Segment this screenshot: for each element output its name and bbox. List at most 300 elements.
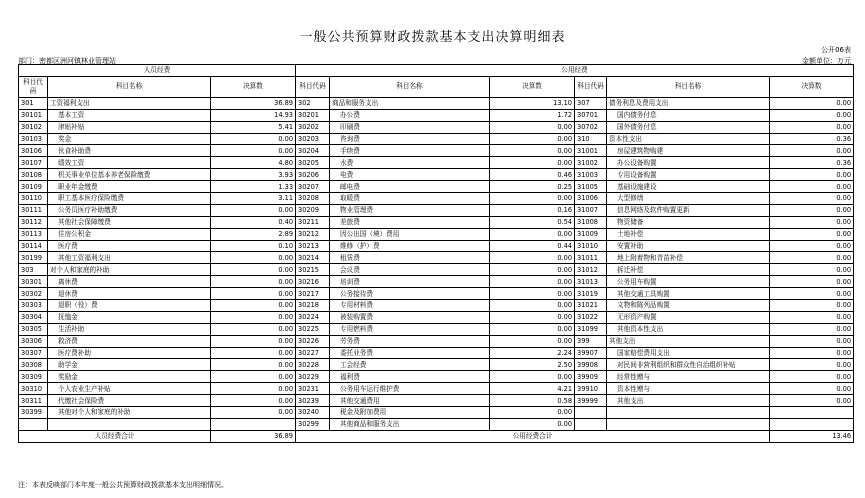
table-row (19, 204, 854, 216)
code-header: 科目代码 (575, 76, 607, 97)
amount-cell: 0.36 (770, 157, 854, 169)
name-cell: 代缴社会保险费 (48, 395, 211, 407)
name-cell: 文物和陈列品购置 (607, 300, 770, 312)
amount-cell: 36.89 (211, 97, 296, 109)
amount-header: 决算数 (770, 76, 854, 97)
amount-cell: 0.00 (770, 288, 854, 300)
name-cell: 离休费 (48, 276, 211, 288)
name-cell: 邮电费 (330, 181, 490, 193)
amount-cell: 0.00 (490, 252, 575, 264)
name-cell: 资本性支出 (607, 133, 770, 145)
name-header: 科目名称 (607, 76, 770, 97)
code-cell: 310 (575, 133, 607, 145)
code-cell: 31003 (575, 169, 607, 181)
amount-cell: 0.16 (490, 204, 575, 216)
code-cell: 30204 (296, 145, 330, 157)
table-row (19, 311, 854, 323)
amount-cell: 0.00 (211, 371, 296, 383)
amount-cell: 0.00 (490, 407, 575, 419)
name-cell: 资本性赠与 (607, 383, 770, 395)
name-cell: 税金及附加费用 (330, 407, 490, 419)
amount-cell: 0.00 (770, 216, 854, 228)
code-cell: 30209 (296, 204, 330, 216)
code-cell: 30205 (296, 157, 330, 169)
amount-cell: 4.80 (211, 157, 296, 169)
amount-cell: 0.00 (211, 276, 296, 288)
name-cell: 福利费 (330, 371, 490, 383)
code-cell: 39908 (575, 359, 607, 371)
code-cell: 31021 (575, 300, 607, 312)
name-cell: 其他支出 (607, 335, 770, 347)
table-row (19, 407, 854, 419)
code-cell: 30701 (575, 109, 607, 121)
code-header: 科目代码 (19, 76, 48, 97)
amount-cell: 0.00 (490, 418, 575, 430)
name-cell: 债务利息及费用支出 (607, 97, 770, 109)
amount-cell: 0.00 (770, 371, 854, 383)
code-cell: 30215 (296, 264, 330, 276)
code-cell (575, 418, 607, 430)
code-cell: 31009 (575, 228, 607, 240)
code-cell: 30306 (19, 335, 48, 347)
name-cell: 租赁费 (330, 252, 490, 264)
code-cell: 30211 (296, 216, 330, 228)
code-cell: 31010 (575, 240, 607, 252)
amount-cell: 0.00 (770, 276, 854, 288)
name-cell: 国外债务付息 (607, 121, 770, 133)
amount-cell: 0.00 (770, 193, 854, 205)
amount-cell: 3.11 (211, 193, 296, 205)
name-cell: 其他资本性支出 (607, 323, 770, 335)
name-cell: 其他商品和服务支出 (330, 418, 490, 430)
name-cell: 对个人和家庭的补助 (48, 264, 211, 276)
code-cell: 302 (296, 97, 330, 109)
table-row (19, 133, 854, 145)
amount-cell: 0.00 (770, 347, 854, 359)
code-cell: 30206 (296, 169, 330, 181)
amount-cell: 0.00 (211, 335, 296, 347)
code-cell: 31019 (575, 288, 607, 300)
amount-cell (770, 418, 854, 430)
amount-cell: 0.00 (770, 228, 854, 240)
name-cell: 公务用车购置 (607, 276, 770, 288)
amount-cell: 13.10 (490, 97, 575, 109)
code-cell: 30114 (19, 240, 48, 252)
amount-cell: 0.00 (770, 395, 854, 407)
code-cell: 30207 (296, 181, 330, 193)
name-cell: 助学金 (48, 359, 211, 371)
amount-header: 决算数 (490, 76, 575, 97)
name-cell: 公务接待费 (330, 288, 490, 300)
table-row (19, 418, 854, 430)
department-label: 部门：密都区洲河镇林业管理站 (18, 57, 116, 65)
report-title: 一般公共预算财政拨款基本支出决算明细表 (299, 30, 566, 45)
amount-cell: 5.41 (211, 121, 296, 133)
amount-cell: 0.00 (490, 264, 575, 276)
name-cell: 大型修缮 (607, 193, 770, 205)
code-cell: 30227 (296, 347, 330, 359)
amount-cell: 0.00 (490, 323, 575, 335)
amount-cell: 2.50 (490, 359, 575, 371)
code-cell: 30231 (296, 383, 330, 395)
table-row (19, 300, 854, 312)
amount-cell: 0.00 (211, 300, 296, 312)
name-cell: 奖金 (48, 133, 211, 145)
table-body (19, 97, 854, 430)
name-cell: 劳务费 (330, 335, 490, 347)
table-row (19, 276, 854, 288)
code-cell: 31007 (575, 204, 607, 216)
amount-cell: 0.00 (211, 133, 296, 145)
name-cell: 安置补助 (607, 240, 770, 252)
code-cell: 30217 (296, 288, 330, 300)
amount-cell: 0.00 (490, 335, 575, 347)
amount-cell: 0.00 (490, 228, 575, 240)
table-row (19, 169, 854, 181)
code-cell: 30310 (19, 383, 48, 395)
name-cell: 退休费 (48, 288, 211, 300)
amount-cell: 0.00 (770, 97, 854, 109)
name-cell: 培训费 (330, 276, 490, 288)
amount-cell: 2.89 (211, 228, 296, 240)
name-cell: 维修（护）费 (330, 240, 490, 252)
code-cell: 30199 (19, 252, 48, 264)
name-cell: 办公费 (330, 109, 490, 121)
amount-cell: 0.00 (770, 264, 854, 276)
name-cell: 因公出国（境）费用 (330, 228, 490, 240)
name-cell: 其他交通费用 (330, 395, 490, 407)
amount-cell: 0.00 (211, 145, 296, 157)
amount-cell: 0.00 (770, 252, 854, 264)
name-cell: 医疗费补助 (48, 347, 211, 359)
code-cell: 31002 (575, 157, 607, 169)
name-cell (48, 418, 211, 430)
code-cell: 31001 (575, 145, 607, 157)
amount-cell: 0.00 (211, 311, 296, 323)
code-cell: 30213 (296, 240, 330, 252)
code-cell: 30299 (296, 418, 330, 430)
code-cell: 30228 (296, 359, 330, 371)
amount-cell: 0.00 (211, 204, 296, 216)
amount-cell: 0.00 (490, 133, 575, 145)
name-cell: 印刷费 (330, 121, 490, 133)
code-cell: 30305 (19, 323, 48, 335)
name-cell: 经常性赠与 (607, 371, 770, 383)
amount-cell: 0.36 (770, 133, 854, 145)
name-cell: 房屋建筑物购建 (607, 145, 770, 157)
code-cell: 30111 (19, 204, 48, 216)
code-cell: 30240 (296, 407, 330, 419)
table-row (19, 252, 854, 264)
code-cell: 31008 (575, 216, 607, 228)
name-cell: 工会经费 (330, 359, 490, 371)
amount-cell: 0.00 (211, 264, 296, 276)
name-cell: 绩效工资 (48, 157, 211, 169)
amount-cell: 0.00 (490, 193, 575, 205)
name-cell: 国家赔偿费用支出 (607, 347, 770, 359)
code-cell: 30702 (575, 121, 607, 133)
amount-cell: 0.00 (490, 145, 575, 157)
table-row (19, 109, 854, 121)
name-cell: 生活补助 (48, 323, 211, 335)
name-cell: 职业年金缴费 (48, 181, 211, 193)
code-cell: 30216 (296, 276, 330, 288)
name-cell: 手续费 (330, 145, 490, 157)
code-cell: 30303 (19, 300, 48, 312)
amount-cell (211, 418, 296, 430)
amount-cell: 0.00 (211, 347, 296, 359)
amount-cell: 0.00 (770, 323, 854, 335)
personnel-total-label: 人员经费合计 (19, 430, 211, 442)
table-row (19, 323, 854, 335)
amount-cell: 2.24 (490, 347, 575, 359)
amount-cell: 0.00 (770, 240, 854, 252)
amount-cell: 0.00 (490, 311, 575, 323)
expenditure-table (18, 64, 854, 443)
code-cell: 30226 (296, 335, 330, 347)
code-cell: 30311 (19, 395, 48, 407)
code-cell: 30399 (19, 407, 48, 419)
code-cell: 30224 (296, 311, 330, 323)
amount-cell: 0.00 (211, 395, 296, 407)
amount-cell: 0.00 (490, 276, 575, 288)
name-cell: 差旅费 (330, 216, 490, 228)
name-cell: 其他支出 (607, 395, 770, 407)
code-cell: 39907 (575, 347, 607, 359)
amount-cell: 4.21 (490, 383, 575, 395)
code-cell: 30103 (19, 133, 48, 145)
amount-cell: 0.00 (770, 121, 854, 133)
amount-cell: 0.00 (490, 157, 575, 169)
code-cell: 30201 (296, 109, 330, 121)
code-cell: 30203 (296, 133, 330, 145)
name-header: 科目名称 (48, 76, 211, 97)
amount-header: 决算数 (211, 76, 296, 97)
amount-cell: 0.10 (211, 240, 296, 252)
name-cell: 拆迁补偿 (607, 264, 770, 276)
name-cell: 个人农业生产补贴 (48, 383, 211, 395)
code-cell: 307 (575, 97, 607, 109)
name-cell: 救济费 (48, 335, 211, 347)
code-cell: 30309 (19, 371, 48, 383)
personnel-total-value: 36.89 (211, 430, 296, 442)
table-row (19, 193, 854, 205)
code-cell: 39910 (575, 383, 607, 395)
table-row (19, 97, 854, 109)
name-cell: 对民间非营利组织和群众性自治组织补贴 (607, 359, 770, 371)
name-cell: 无形资产购置 (607, 311, 770, 323)
code-cell: 31022 (575, 311, 607, 323)
code-cell: 31013 (575, 276, 607, 288)
amount-cell: 0.00 (770, 181, 854, 193)
name-cell: 津贴补贴 (48, 121, 211, 133)
name-cell: 医疗费 (48, 240, 211, 252)
amount-cell: 0.00 (490, 121, 575, 133)
public-total-label: 公用经费合计 (296, 430, 770, 442)
amount-cell: 0.25 (490, 181, 575, 193)
name-cell: 取暖费 (330, 193, 490, 205)
amount-cell: 0.40 (211, 216, 296, 228)
code-cell: 30113 (19, 228, 48, 240)
code-cell: 30202 (296, 121, 330, 133)
name-cell: 伙食补助费 (48, 145, 211, 157)
code-cell: 31005 (575, 181, 607, 193)
amount-cell: 0.00 (211, 252, 296, 264)
table-row (19, 121, 854, 133)
amount-cell: 0.00 (770, 145, 854, 157)
amount-cell: 0.46 (490, 169, 575, 181)
amount-cell: 0.00 (211, 383, 296, 395)
code-cell: 303 (19, 264, 48, 276)
name-cell: 退职（役）费 (48, 300, 211, 312)
table-row (19, 240, 854, 252)
amount-cell: 0.00 (490, 288, 575, 300)
amount-cell (770, 407, 854, 419)
name-cell: 专用燃料费 (330, 323, 490, 335)
amount-cell: 14.93 (211, 109, 296, 121)
code-header: 科目代码 (296, 76, 330, 97)
amount-cell: 1.33 (211, 181, 296, 193)
name-cell: 公务员医疗补助缴费 (48, 204, 211, 216)
name-cell: 被装购置费 (330, 311, 490, 323)
code-cell: 30102 (19, 121, 48, 133)
amount-cell: 0.00 (770, 311, 854, 323)
amount-cell: 3.93 (211, 169, 296, 181)
amount-cell: 0.00 (770, 359, 854, 371)
code-cell: 30218 (296, 300, 330, 312)
table-row (19, 145, 854, 157)
name-cell: 其他对个人和家庭的补助 (48, 407, 211, 419)
amount-cell: 0.44 (490, 240, 575, 252)
code-cell: 31006 (575, 193, 607, 205)
amount-cell: 1.72 (490, 109, 575, 121)
code-cell: 30208 (296, 193, 330, 205)
name-cell: 奖励金 (48, 371, 211, 383)
name-cell: 专用材料费 (330, 300, 490, 312)
name-cell: 工资福利支出 (48, 97, 211, 109)
table-row (19, 359, 854, 371)
code-cell: 30110 (19, 193, 48, 205)
amount-cell: 0.00 (770, 300, 854, 312)
amount-cell: 0.00 (770, 204, 854, 216)
code-cell: 39999 (575, 395, 607, 407)
code-cell: 30307 (19, 347, 48, 359)
code-cell: 31099 (575, 323, 607, 335)
code-cell: 30107 (19, 157, 48, 169)
table-row (19, 228, 854, 240)
code-cell: 30109 (19, 181, 48, 193)
name-cell: 水费 (330, 157, 490, 169)
table-row (19, 264, 854, 276)
unit-label: 金额单位：万元 (802, 57, 851, 65)
amount-cell: 0.00 (770, 335, 854, 347)
name-cell: 其他交通工具购置 (607, 288, 770, 300)
code-cell: 30301 (19, 276, 48, 288)
code-cell: 301 (19, 97, 48, 109)
table-row (19, 347, 854, 359)
amount-cell: 0.58 (490, 395, 575, 407)
amount-cell: 0.00 (770, 169, 854, 181)
form-number: 公开06表 (821, 46, 851, 54)
code-cell: 30108 (19, 169, 48, 181)
amount-cell: 0.00 (211, 407, 296, 419)
amount-cell: 0.00 (490, 300, 575, 312)
code-cell: 31011 (575, 252, 607, 264)
public-header: 公用经费 (296, 65, 854, 77)
code-cell: 30302 (19, 288, 48, 300)
code-cell: 399 (575, 335, 607, 347)
code-cell: 30214 (296, 252, 330, 264)
table-row (19, 371, 854, 383)
table-row (19, 335, 854, 347)
name-cell (607, 418, 770, 430)
name-cell: 抚恤金 (48, 311, 211, 323)
code-cell: 30304 (19, 311, 48, 323)
table-row (19, 157, 854, 169)
code-cell: 30106 (19, 145, 48, 157)
name-cell: 其他社会保障缴费 (48, 216, 211, 228)
personnel-header: 人员经费 (19, 65, 296, 77)
name-cell (607, 407, 770, 419)
table-row (19, 383, 854, 395)
name-cell: 咨询费 (330, 133, 490, 145)
name-cell: 委托业务费 (330, 347, 490, 359)
amount-cell: 0.00 (211, 359, 296, 371)
name-cell: 其他工资福利支出 (48, 252, 211, 264)
name-cell: 地上附着物和青苗补偿 (607, 252, 770, 264)
table-row (19, 395, 854, 407)
code-cell: 30239 (296, 395, 330, 407)
name-cell: 物资储备 (607, 216, 770, 228)
name-cell: 电费 (330, 169, 490, 181)
code-cell: 30308 (19, 359, 48, 371)
amount-cell: 0.00 (770, 109, 854, 121)
name-cell: 基本工资 (48, 109, 211, 121)
amount-cell: 0.54 (490, 216, 575, 228)
code-cell: 39909 (575, 371, 607, 383)
code-cell: 30101 (19, 109, 48, 121)
code-cell (575, 407, 607, 419)
name-cell: 信息网络及软件购置更新 (607, 204, 770, 216)
code-cell: 31012 (575, 264, 607, 276)
name-cell: 国内债务付息 (607, 109, 770, 121)
name-cell: 会议费 (330, 264, 490, 276)
name-cell: 商品和服务支出 (330, 97, 490, 109)
table-row (19, 216, 854, 228)
name-cell: 办公设备购置 (607, 157, 770, 169)
name-cell: 物业管理费 (330, 204, 490, 216)
table-row (19, 288, 854, 300)
code-cell: 30229 (296, 371, 330, 383)
amount-cell: 0.00 (211, 288, 296, 300)
footnote: 注：本表反映部门本年度一般公共预算财政拨款基本支出明细情况。 (18, 481, 228, 489)
public-total-value: 13.46 (770, 430, 854, 442)
table-row (19, 181, 854, 193)
name-cell: 专用设备购置 (607, 169, 770, 181)
code-cell: 30225 (296, 323, 330, 335)
name-cell: 职工基本医疗保险缴费 (48, 193, 211, 205)
name-cell: 住房公积金 (48, 228, 211, 240)
name-cell: 公务用车运行维护费 (330, 383, 490, 395)
code-cell: 30212 (296, 228, 330, 240)
name-cell: 基础设施建设 (607, 181, 770, 193)
amount-cell: 0.00 (490, 371, 575, 383)
name-cell: 土地补偿 (607, 228, 770, 240)
name-cell: 机关事业单位基本养老保险缴费 (48, 169, 211, 181)
amount-cell: 0.00 (211, 323, 296, 335)
name-header: 科目名称 (330, 76, 490, 97)
code-cell (19, 418, 48, 430)
